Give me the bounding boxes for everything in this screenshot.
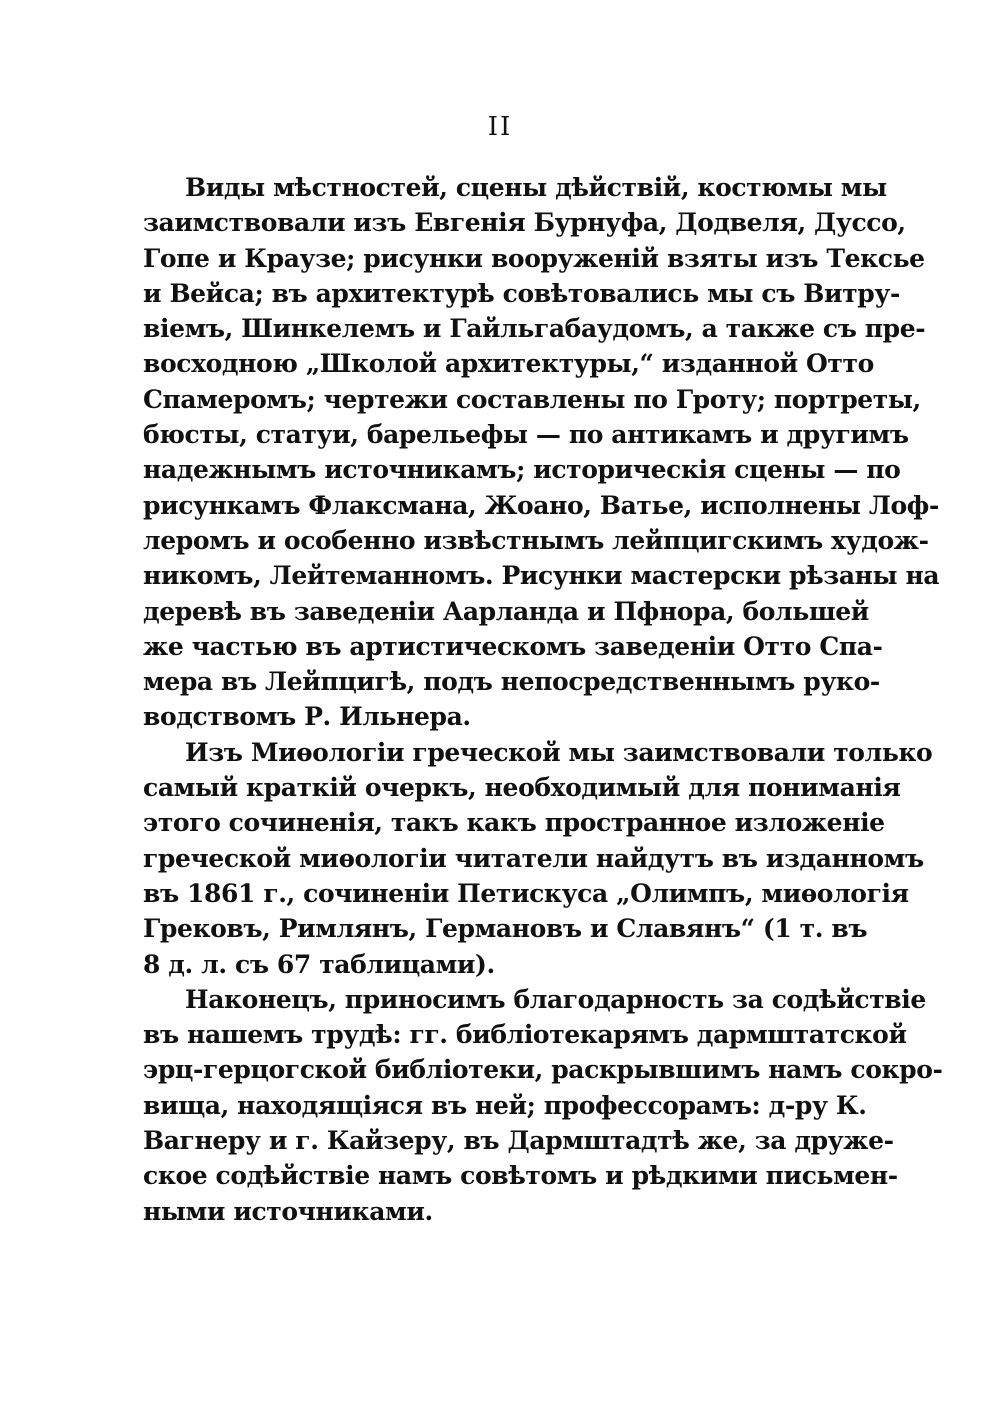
- text-line: Спамеромъ; чертежи составлены по Гроту; портреты,: [143, 384, 921, 414]
- text-line: віемъ, Шинкелемъ и Гайльгабаудомъ, а также съ пре-: [143, 314, 926, 344]
- text-line: Грековъ, Римлянъ, Германовъ и Славянъ“ (1 т. въ: [143, 914, 868, 944]
- text-line: Гопе и Краузе; рисунки вооруженій взяты изъ Тексье: [143, 243, 925, 273]
- paragraph-2: [143, 735, 933, 982]
- text-line: Виды мѣстностей, сцены дѣйствій, костюмы мы: [185, 173, 887, 202]
- text-line: 8 д. л. съ 67 таблицами).: [143, 949, 495, 979]
- text-line: мера въ Лейпцигѣ, подъ непосредственнымъ руко-: [143, 667, 880, 697]
- text-line: греческой миѳологіи читатели найдутъ въ изданномъ: [143, 843, 924, 873]
- text-line: въ 1861 г., сочиненіи Петискуса „Олимпъ, миѳологія: [143, 878, 909, 908]
- text-line: восходною „Школой архитектуры,“ изданной Отто: [143, 349, 874, 379]
- text-line: водствомъ Р. Ильнера.: [143, 702, 471, 732]
- text-line: самый краткій очеркъ, необходимый для пониманія: [143, 773, 901, 803]
- page-number: II: [487, 112, 513, 142]
- text-line: рисункамъ Флаксмана, Жоано, Ватье, исполнены Лоф-: [143, 490, 939, 520]
- text-line: никомъ, Лейтеманномъ. Рисунки мастерски рѣзаны на: [143, 561, 940, 591]
- text-line: Наконецъ, приносимъ благодарность за содѣйствіе: [185, 984, 926, 1014]
- text-line: ское содѣйствіе намъ совѣтомъ и рѣдкими письмен-: [143, 1161, 898, 1191]
- text-line: и Вейса; въ архитектурѣ совѣтовались мы съ Витру-: [143, 278, 900, 308]
- text-line: же частью въ артистическомъ заведеніи Отто Спа-: [143, 631, 883, 661]
- text-line: надежнымъ источникамъ; историческія сцены — по: [143, 455, 901, 485]
- text-line: этого сочиненія, такъ какъ пространное изложеніе: [143, 808, 885, 838]
- text-line: деревѣ въ заведеніи Аарланда и Пфнора, большей: [143, 596, 869, 626]
- text-line: заимствовали изъ Евгенія Бурнуфа, Додвеля, Дуссо,: [143, 208, 906, 238]
- text-line: Изъ Миѳологіи греческой мы заимствовали только: [185, 737, 933, 767]
- text-line: бюсты, статуи, барельефы — по антикамъ и другимъ: [143, 420, 909, 450]
- text-line: ными источниками.: [143, 1196, 433, 1226]
- text-line: эрц-герцогской библіотеки, раскрывшимъ намъ сокро-: [143, 1055, 943, 1085]
- paragraph-1: [143, 170, 940, 735]
- body-text: [143, 170, 943, 1229]
- text-line: вища, находящіяся въ ней; профессорамъ: д-ру К.: [143, 1090, 867, 1120]
- text-line: Вагнеру и г. Кайзеру, въ Дармштадтѣ же, за друже-: [143, 1126, 894, 1156]
- text-line: въ нашемъ трудѣ: гг. библіотекарямъ дармштатской: [143, 1020, 907, 1050]
- text-line: леромъ и особенно извѣстнымъ лейпцигскимъ худож-: [143, 525, 929, 555]
- paragraph-3: [143, 982, 943, 1229]
